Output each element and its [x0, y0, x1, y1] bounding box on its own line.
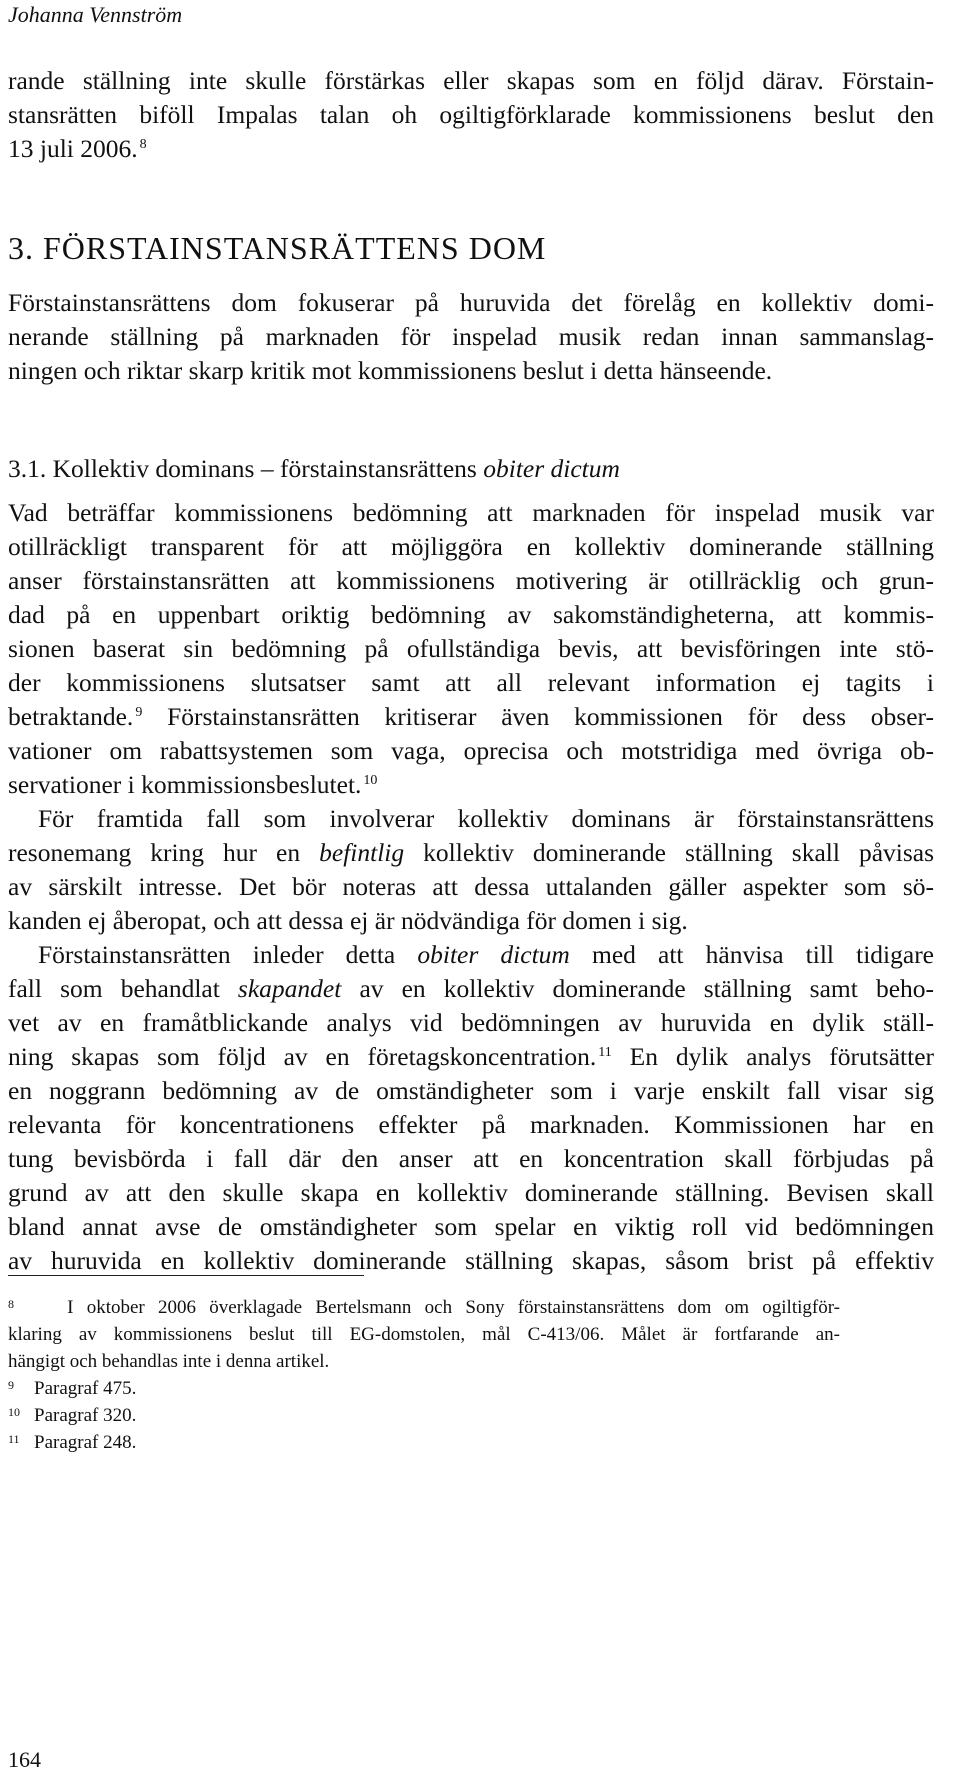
text-line: vet av en framåtblickande analys vid bedömningen av huruvida en dylik ställ-: [8, 1008, 934, 1037]
text-line: rande ställning inte skulle förstärkas eller skapas som en följd därav. Förstain-: [8, 66, 934, 95]
footnote-8: [8, 1294, 840, 1375]
text-line: fall som behandlat skapandet av en kollektiv dominerande ställning samt beho-: [8, 974, 934, 1003]
footnote-ref-11[interactable]: 11: [598, 1045, 612, 1060]
text-line: bland annat avse de omständigheter som spelar en viktig roll vid bedömningen: [8, 1212, 934, 1241]
text-line: otillräckligt transparent för att möjliggöra en kollektiv dominerande ställning: [8, 532, 934, 561]
text-line: sionen baserat sin bedömning på ofullständiga bevis, att bevisföringen inte stö-: [8, 634, 934, 663]
text-line: 13 juli 2006. $^8$: [8, 134, 147, 163]
text-line: en noggrann bedömning av de omständigheter som i varje enskilt fall visar sig: [8, 1076, 934, 1105]
text-line: vationer om rabattsystemen som vaga, oprecisa och motstridiga med övriga ob-: [8, 736, 934, 765]
footnote-line: klaring av kommissionens beslut till EG-domstolen, mål C-413/06. Målet är fortfarande an-: [8, 1324, 840, 1345]
text-line: stansrätten biföll Impalas talan oh ogiltigförklarade kommissionens beslut den: [8, 100, 934, 129]
footnote-line: $^8$ I oktober 2006 överklagade Bertelsmann och Sony förstainstansrättens dom om ogiltigför-: [8, 1297, 840, 1318]
paragraph-1: [8, 496, 934, 802]
text-line: ning skapas som följd av en företagskoncentration. $^{11}$ En dylik analys förutsätter: [8, 1042, 935, 1071]
text-line: der kommissionens slutsatser samt att all relevant information ej tagits i: [8, 668, 934, 697]
text-line: kanden ej åberopat, och att dessa ej är nödvändiga för domen i sig.: [8, 906, 688, 935]
text-line: För framtida fall som involverar kollektiv dominans är förstainstansrättens: [38, 804, 934, 833]
text-line: Förstainstansrätten inleder detta obiter dictum med att hänvisa till tidigare: [38, 940, 935, 969]
paragraph-3: [8, 938, 934, 1278]
text-line: anser förstainstansrätten att kommissionens motivering är otillräcklig och grun-: [8, 566, 934, 595]
running-head: Johanna Vennström: [8, 2, 183, 27]
text-line: relevanta för koncentrationens effekter på marknaden. Kommissionen har en: [8, 1110, 934, 1139]
text-line: Förstainstansrättens dom fokuserar på huruvida det förelåg en kollektiv domi-: [8, 288, 934, 317]
footnote-11: $^{11}$ Paragraf 248.: [8, 1432, 137, 1453]
footnote-divider: [8, 1275, 364, 1276]
text-line: grund av att den skulle skapa en kollektiv dominerande ställning. Bevisen skall: [8, 1178, 934, 1207]
text-line: ningen och riktar skarp kritik mot kommissionens beslut i detta hänseende.: [8, 356, 773, 385]
footnote-line: hängigt och behandlas inte i denna artikel.: [8, 1351, 330, 1372]
footnote-ref-10[interactable]: 10: [363, 773, 378, 788]
text-line: tung bevisbörda i fall där den anser att en koncentration skall förbjudas på: [8, 1144, 934, 1173]
footnote-10: $^{10}$ Paragraf 320.: [8, 1405, 137, 1426]
text-line: Vad beträffar kommissionens bedömning att marknaden för inspelad musik var: [8, 498, 934, 527]
text-line: nerande ställning på marknaden för inspelad musik redan innan sammanslag-: [8, 322, 934, 351]
text-line: betraktande. $^9$ Förstainstansrätten kritiserar även kommissionen för dess obser-: [8, 702, 934, 731]
text-line: av särskilt intresse. Det bör noteras att dessa uttalanden gäller aspekter som sö-: [8, 872, 934, 901]
section-heading: 3. FÖRSTAINSTANSRÄTTENS DOM: [8, 230, 547, 266]
footnote-ref-9[interactable]: 9: [135, 705, 143, 720]
footnote-9: $^9$ Paragraf 475.: [8, 1378, 137, 1399]
subsection-heading: 3.1. Kollektiv dominans – förstainstansrättens obiter dictum: [8, 454, 620, 483]
text-line: resonemang kring hur en befintlig kollektiv dominerande ställning skall påvisas: [8, 838, 935, 867]
text-line: servationer i kommissionsbeslutet. $^{10}$: [8, 770, 378, 799]
paragraph-2: [8, 802, 934, 938]
page-number: 164: [8, 1747, 41, 1772]
intro-paragraph: [8, 64, 934, 166]
text-line: av huruvida en kollektiv dominerande ställning skapas, såsom brist på effektiv: [8, 1246, 934, 1275]
text-line: dad på en uppenbart oriktig bedömning av sakomständigheterna, att kommis-: [8, 600, 934, 629]
section-intro-paragraph: [8, 286, 934, 388]
footnote-ref-8[interactable]: 8: [139, 137, 147, 152]
